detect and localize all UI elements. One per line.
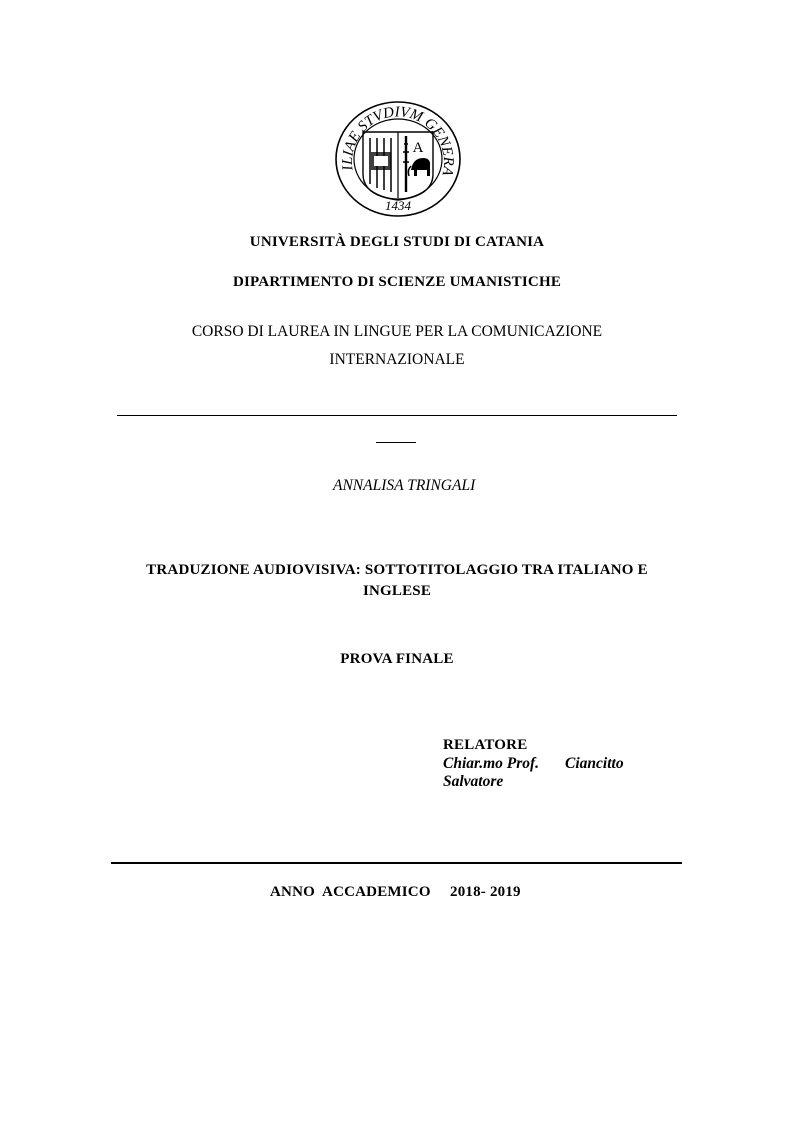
- top-rule: [117, 415, 677, 416]
- department-name: DIPARTIMENTO DI SCIENZE UMANISTICHE: [232, 274, 562, 290]
- university-name: UNIVERSITÀ DEGLI STUDI DI CATANIA: [249, 234, 545, 250]
- thesis-title-line-1: TRADUZIONE AUDIOVISIVA: SOTTOTITOLAGGIO TRA ITALIANO E: [146, 562, 648, 578]
- supervisor-heading: RELATORE: [443, 737, 528, 753]
- author-name: ANNALISA TRINGALI: [333, 477, 476, 494]
- supervisor-first-name: Salvatore: [443, 773, 504, 790]
- supervisor-surname: Ciancitto: [565, 755, 624, 772]
- seal-letter: A: [412, 140, 424, 156]
- supervisor-title: Chiar.mo Prof.: [443, 755, 540, 772]
- seal-emblem: [333, 100, 463, 218]
- thesis-title-line-2: INGLESE: [362, 583, 432, 599]
- academic-year-label: ANNO ACCADEMICO: [270, 884, 431, 900]
- seal-ring-text: ILIAE STVDIVM GENERA: [339, 104, 457, 178]
- academic-year-value: 2018- 2019: [450, 884, 521, 900]
- seal-year: 1434: [385, 198, 411, 213]
- thesis-type: PROVA FINALE: [340, 651, 454, 667]
- bottom-rule: [111, 862, 682, 864]
- course-line-2: INTERNAZIONALE: [329, 351, 465, 368]
- short-rule: [376, 442, 416, 443]
- course-line-1: CORSO DI LAUREA IN LINGUE PER LA COMUNICAZIONE: [191, 323, 603, 340]
- university-seal: [333, 100, 463, 218]
